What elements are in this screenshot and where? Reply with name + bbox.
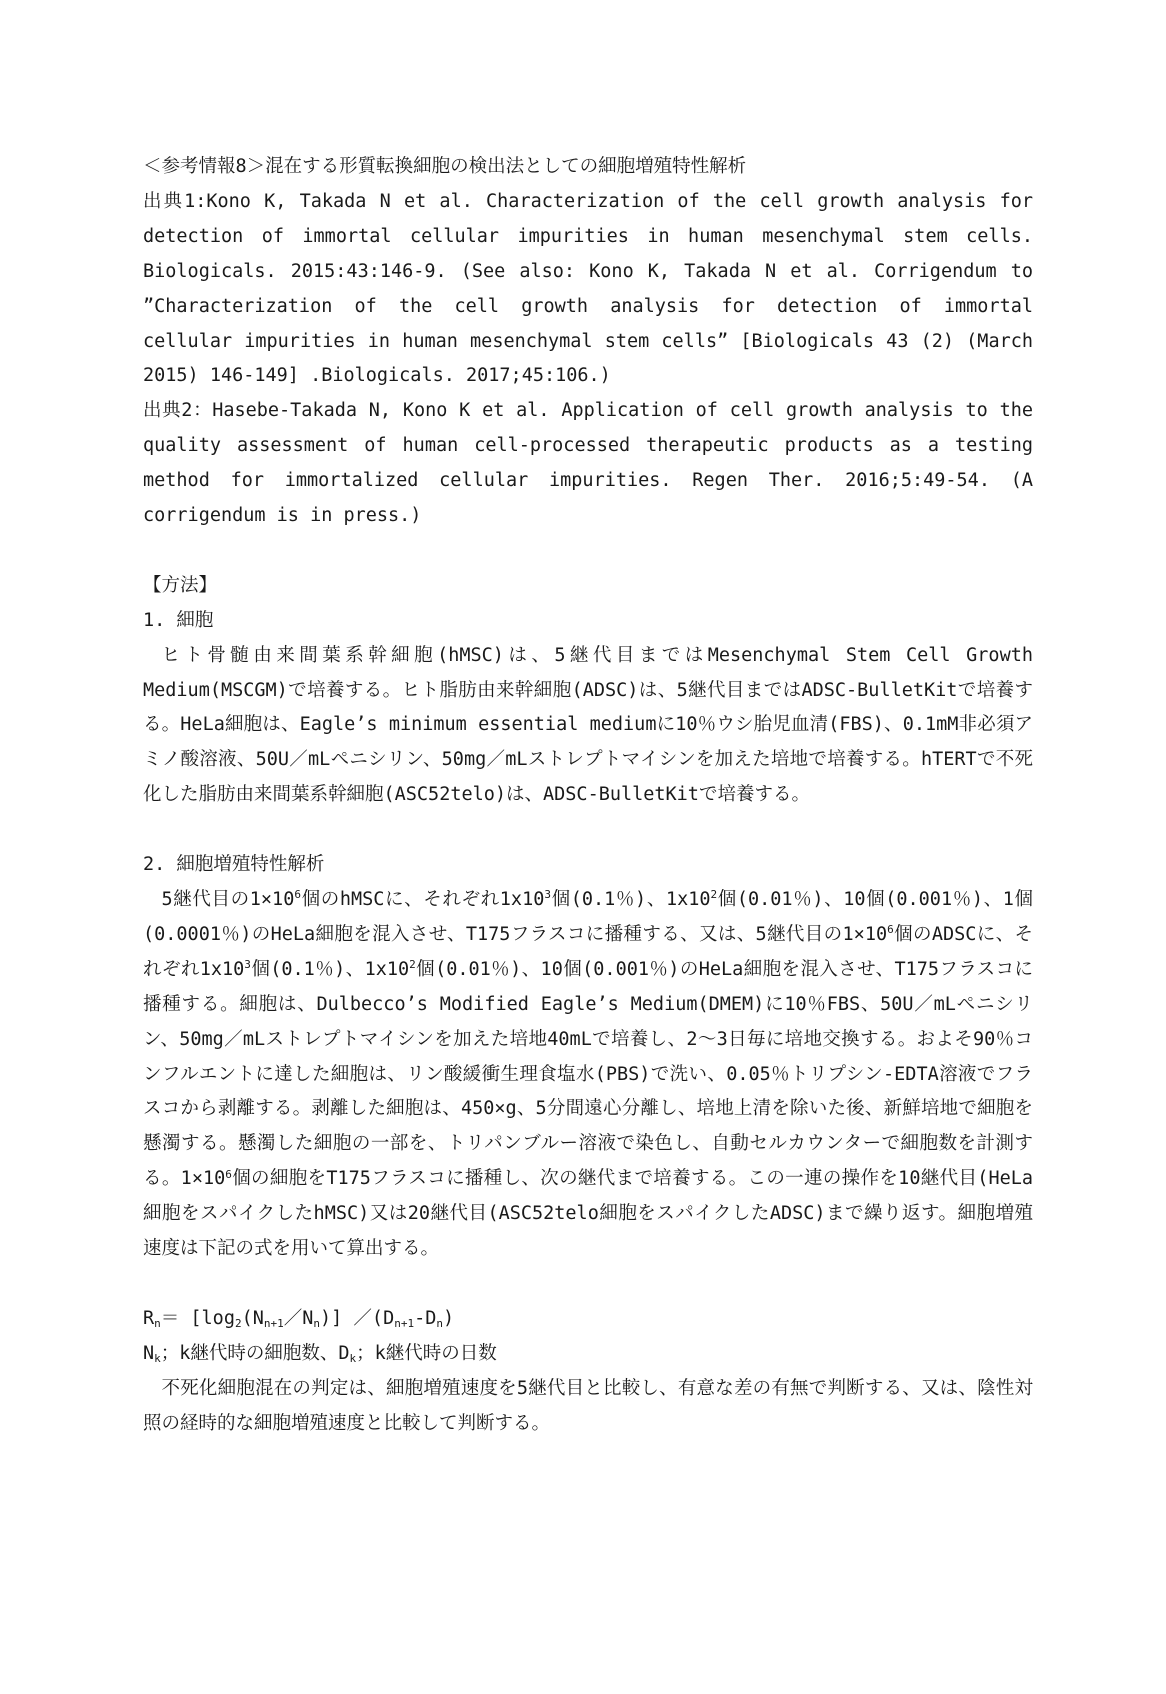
subscript: k [349, 1351, 357, 1365]
source-citation-1: 出典1:Kono K, Takada N et al. Characterization of the cell growth analysis for detection of immortal cellular impurities in human mesenchymal stem cells. Biologicals. 2015:43:146-9. (See also: Kono K, Takada N et al. Corrigendum to ”Characterization of the cell growth analysis for detection of immortal cellular impurities in human mesenchymal stem cells” [Biologicals 43 (2) (March 2015) 146-149] .Biologicals. 2017;45:106.) [143, 190, 1033, 387]
document-title: ＜参考情報8＞混在する形質転換細胞の検出法としての細胞増殖特性解析 [143, 156, 747, 177]
superscript: 6 [225, 1167, 232, 1181]
text-run: 個(0.1％)、1x10 [250, 958, 410, 980]
subscript: n+1 [394, 1316, 415, 1330]
text-run: )] ／(D [320, 1307, 395, 1329]
superscript: 6 [294, 888, 301, 902]
spacer [143, 1267, 1033, 1302]
text-run: 個の細胞をT175フラスコに播種し、次の継代まで培養する。この一連の操作を10継代目(HeLa細胞をスパイクしたhMSC)又は20継代目(ASC52telo細胞をスパイクしたADSC)まで繰り返す。細胞増殖速度は下記の式を用いて算出する。 [143, 1168, 1033, 1260]
text-run: N [143, 1342, 155, 1364]
superscript: 3 [244, 958, 251, 972]
text-run: ) [443, 1307, 455, 1329]
spacer [143, 534, 1033, 569]
section-1-paragraph: ヒト骨髄由来間葉系幹細胞(hMSC)は、5継代目まではMesenchymal Stem Cell Growth Medium(MSCGM)で培養する。ヒト脂肪由来幹細胞(ADSC)は、5継代目まではADSC-BulletKitで培養する。HeLa細胞は、Eagle’s minimum essential mediumに10％ウシ胎児血清(FBS)、0.1mM非必須アミノ酸溶液、50U／mLペニシリン、50mg／mLストレプトマイシンを加えた培地で培養する。hTERTで不死化した脂肪由来間葉系幹細胞(ASC52telo)は、ADSC-BulletKitで培養する。 [143, 644, 1033, 806]
section-2-paragraph [143, 883, 1033, 1267]
subscript: n [313, 1316, 321, 1330]
text-run: ／N [283, 1307, 314, 1329]
text-run: ；k継代時の細胞数、D [160, 1342, 350, 1364]
text-run: ；k継代時の日数 [356, 1342, 497, 1364]
text-run: 個(0.01％)、10個(0.001％)のHeLa細胞を混入させ、T175フラスコに播種する。細胞は、Dulbecco’s Modified Eagle’s Medium(DMEM)に10％FBS、50U／mLペニシリン、50mg／mLストレプトマイシンを加えた培地40mLで培養し、2～3日毎に培地交換する。およそ90％コンフルエントに達した細胞は、リン酸緩衝生理食塩水(PBS)で洗い、0.05％トリプシン-EDTA溶液でフラスコから剥離する。剥離した細胞は、450×g、5分間遠心分離し、培地上清を除いた後、新鮮培地で細胞を懸濁する。懸濁した細胞の一部を、トリパンブルー溶液で染色し、自動セルカウンターで細胞数を計測する。1×10 [143, 958, 1033, 1190]
growth-rate-formula [143, 1302, 1033, 1337]
superscript: 3 [544, 888, 551, 902]
conclusion-paragraph: 不死化細胞混在の判定は、細胞増殖速度を5継代目と比較し、有意な差の有無で判断する、又は、陰性対照の経時的な細胞増殖速度と比較して判断する。 [143, 1377, 1033, 1434]
subscript: n+1 [263, 1316, 284, 1330]
subscript: n [436, 1316, 443, 1330]
subscript: n [154, 1316, 161, 1330]
text-run: 個(0.1％)、1x10 [550, 889, 711, 910]
text-run: 個のADSCに、それぞれ1x10 [143, 923, 1033, 980]
subscript: k [154, 1351, 161, 1365]
superscript: 6 [887, 923, 894, 937]
spacer [143, 813, 1033, 848]
superscript: 2 [710, 888, 718, 902]
text-run: 個のhMSCに、それぞれ1x10 [300, 889, 545, 910]
text-run: R [143, 1307, 155, 1329]
formula-definitions [143, 1337, 1033, 1372]
document-body [143, 150, 1033, 1441]
text-run: ＝ [log [160, 1307, 235, 1329]
text-run: -D [414, 1307, 437, 1329]
section-1-heading: 1. 細胞 [143, 609, 214, 631]
section-2-heading: 2. 細胞増殖特性解析 [143, 854, 325, 876]
subscript: 2 [234, 1316, 242, 1330]
superscript: 2 [409, 958, 416, 972]
methods-heading: 【方法】 [143, 574, 218, 596]
source-citation-2: 出典2：Hasebe-Takada N, Kono K et al. Application of cell growth analysis to the quality assessment of human cell-processed therapeutic products as a testing method for immortalized cellular impurities. Regen Ther. 2016;5:49-54. (A corrigendum is in press.) [143, 400, 1033, 527]
text-run: (N [241, 1307, 264, 1329]
text-run: 個(0.01％)、10個(0.001％)、1個(0.0001％)のHeLa細胞を混入させ、T175フラスコに播種する、又は、5継代目の1×10 [143, 889, 1033, 945]
text-run: 5継代目の1×10 [161, 889, 295, 910]
